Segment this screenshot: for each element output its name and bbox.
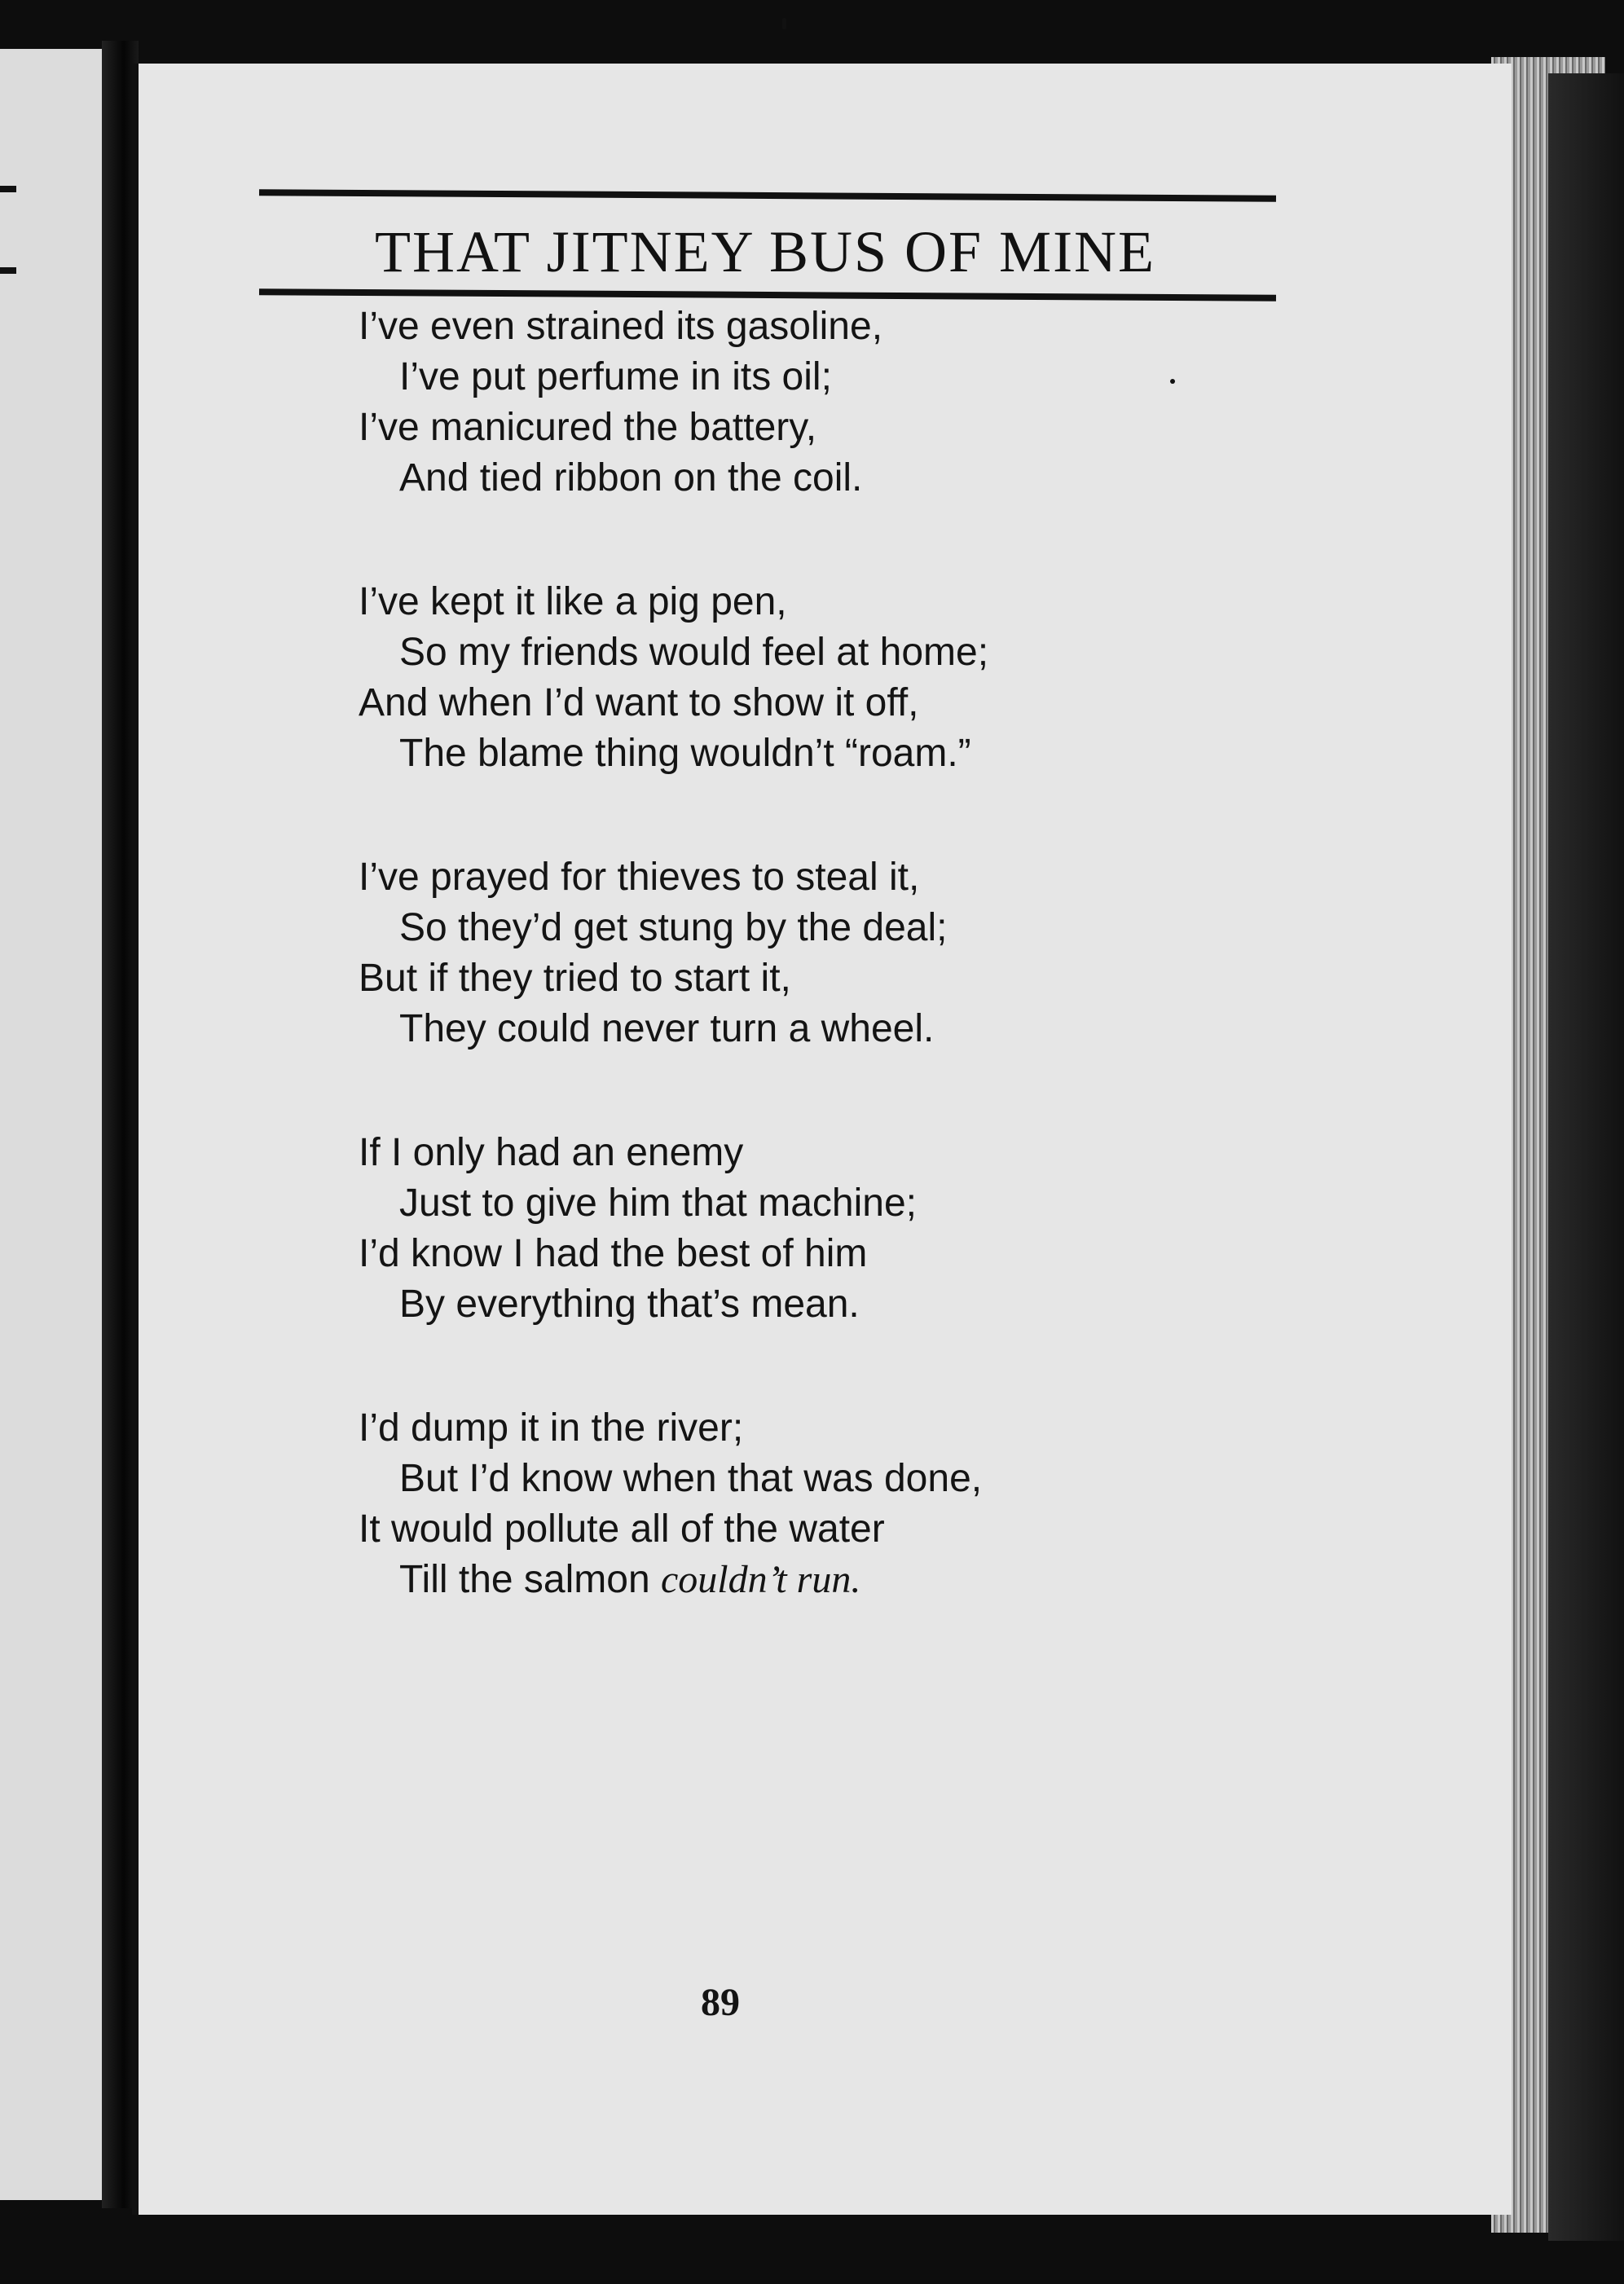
poem-line bbox=[359, 1004, 1173, 1054]
poem-line-text: I’ve kept it like a pig pen, bbox=[359, 580, 787, 623]
stanza bbox=[359, 852, 1173, 1054]
poem-line bbox=[359, 903, 1173, 953]
stanza bbox=[359, 1128, 1173, 1330]
poem-line bbox=[359, 1229, 1173, 1279]
poem-line bbox=[359, 728, 1173, 779]
book-cover-edge bbox=[1548, 73, 1624, 2241]
poem-line bbox=[359, 453, 1173, 504]
scan-speck bbox=[1170, 379, 1175, 384]
page-number: 89 bbox=[701, 1981, 740, 2024]
poem-line bbox=[359, 627, 1173, 678]
poem-line bbox=[359, 852, 1173, 903]
poem-line bbox=[359, 352, 1173, 403]
poem-line-text: I’ve manicured the battery, bbox=[359, 406, 817, 449]
poem-line-text: It would pollute all of the water bbox=[359, 1507, 885, 1551]
poem-line-text: So my friends would feel at home; bbox=[399, 631, 989, 674]
poem-line bbox=[359, 403, 1173, 453]
poem-line-text: And when I’d want to show it off, bbox=[359, 681, 919, 724]
poem-line bbox=[359, 953, 1173, 1004]
poem-line bbox=[359, 1504, 1173, 1555]
stanza bbox=[359, 301, 1173, 504]
running-title: THAT JITNEY BUS OF MINE bbox=[375, 219, 1156, 284]
poem-line bbox=[359, 1279, 1173, 1330]
poem-line-text: I’d know I had the best of him bbox=[359, 1232, 868, 1275]
poem-line-text: I’ve put perfume in its oil; bbox=[399, 355, 832, 398]
poem-line-text: I’ve prayed for thieves to steal it, bbox=[359, 856, 920, 899]
facing-page bbox=[0, 49, 114, 2200]
scan-speck bbox=[782, 18, 786, 29]
poem-line-text: I’d dump it in the river; bbox=[359, 1406, 744, 1450]
facing-page-mark bbox=[0, 186, 16, 192]
poem-line-text: So they’d get stung by the deal; bbox=[399, 906, 948, 949]
poem-body bbox=[359, 301, 1173, 1679]
poem-line-text: Till the salmon bbox=[399, 1558, 661, 1601]
poem-line-italic: couldn’t run. bbox=[661, 1558, 861, 1601]
poem-line-text: They could never turn a wheel. bbox=[399, 1007, 935, 1050]
poem-line bbox=[359, 1403, 1173, 1454]
poem-line-text: I’ve even strained its gasoline, bbox=[359, 305, 883, 348]
poem-line bbox=[359, 301, 1173, 352]
poem-line bbox=[359, 1128, 1173, 1178]
poem-line-text: But if they tried to start it, bbox=[359, 957, 791, 1000]
poem-line bbox=[359, 1555, 1173, 1605]
poem-line bbox=[359, 1454, 1173, 1504]
stanza bbox=[359, 1403, 1173, 1605]
poem-line-text: Just to give him that machine; bbox=[399, 1182, 917, 1225]
poem-line-text: But I’d know when that was done, bbox=[399, 1457, 983, 1500]
poem-line-text: And tied ribbon on the coil. bbox=[399, 456, 863, 499]
poem-line bbox=[359, 678, 1173, 728]
poem-line-text: The blame thing wouldn’t “roam.” bbox=[399, 732, 971, 775]
poem-line-text: By everything that’s mean. bbox=[399, 1283, 860, 1326]
stanza bbox=[359, 577, 1173, 779]
poem-line bbox=[359, 577, 1173, 627]
poem-line-text: If I only had an enemy bbox=[359, 1131, 744, 1174]
poem-line bbox=[359, 1178, 1173, 1229]
